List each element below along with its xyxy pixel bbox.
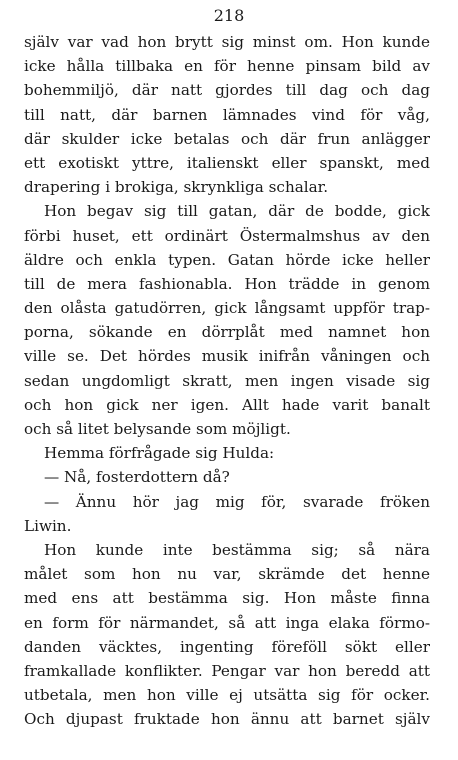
body-text xyxy=(24,30,430,731)
text-line: Och djupast fruktade hon ännu att barnet själv xyxy=(24,710,430,729)
text-line: ett exotiskt yttre, italienskt eller spanskt, med xyxy=(24,153,430,172)
text-line: drapering i brokiga, skrynkliga schalar. xyxy=(24,178,329,197)
text-line: icke hålla tillbaka en för henne pinsam bild av xyxy=(24,57,430,76)
text-line: utbetala, men hon ville ej utsätta sig för ocker. xyxy=(24,686,430,705)
text-line: framkallade konflikter. Pengar var hon beredd att xyxy=(24,661,430,680)
text-line: äldre och enkla typen. Gatan hörde icke heller xyxy=(24,250,430,269)
text-line: sedan ungdomligt skratt, men ingen visade sig xyxy=(24,371,430,390)
text-line: danden väcktes, ingenting föreföll sökt eller xyxy=(24,637,430,656)
text-line: Hon kunde inte bestämma sig; så nära xyxy=(44,540,430,559)
text-line: med ens att bestämma sig. Hon måste finna xyxy=(24,589,430,608)
text-line: där skulder icke betalas och där frun anlägger xyxy=(24,129,430,148)
text-line: Hon begav sig till gatan, där de bodde, gick xyxy=(44,202,430,221)
text-line: och så litet belysande som möjligt. xyxy=(24,420,291,438)
text-line: målet som hon nu var, skrämde det henne xyxy=(24,565,430,584)
text-line: — Ännu hör jag mig för, svarade fröken xyxy=(44,492,430,511)
text-line: till de mera fashionabla. Hon trädde in genom xyxy=(24,274,430,293)
text-line: förbi huset, ett ordinärt Östermalmshus av den xyxy=(24,226,430,245)
page-number: 218 xyxy=(213,6,245,25)
text-line: — Nå, fosterdottern då? xyxy=(44,468,230,487)
text-line: en form för närmandet, så att inga elaka förmo- xyxy=(24,613,430,632)
text-line: ville se. Det hördes musik inifrån våningen och xyxy=(24,347,430,366)
text-line: den olåsta gatudörren, gick långsamt uppför trap- xyxy=(24,299,430,318)
text-line: Hemma förfrågade sig Hulda: xyxy=(44,444,275,463)
text-line: bohemmiljö, där natt gjordes till dag och dag xyxy=(24,81,430,100)
text-line: Liwin. xyxy=(24,516,72,535)
text-line: till natt, där barnen lämnades vind för våg, xyxy=(24,105,430,124)
text-line: själv var vad hon brytt sig minst om. Hon kunde xyxy=(24,33,430,51)
text-line: porna, sökande en dörrplåt med namnet hon xyxy=(24,323,430,342)
text-line: och hon gick ner igen. Allt hade varit banalt xyxy=(24,395,430,414)
